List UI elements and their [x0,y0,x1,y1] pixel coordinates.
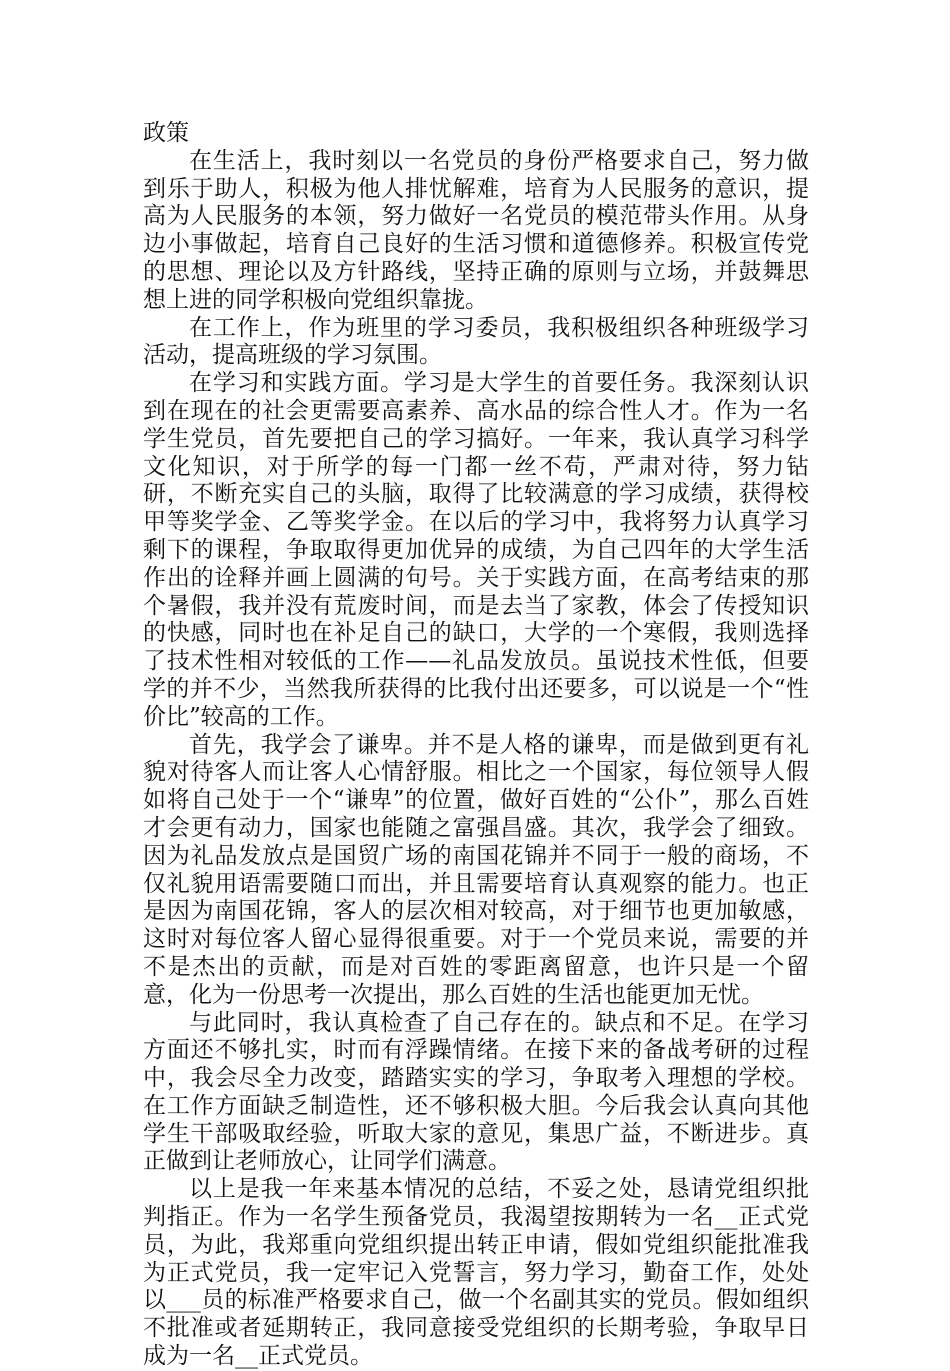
paragraph-conclusion: 以上是我一年来基本情况的总结，不妥之处，恳请党组织批判指正。作为一名学生预备党员，我渴望按期转为一名__正式党员，为此，我郑重向党组织提出转正申请，假如党组织能批准我为正式党员，我一定牢记入党誓言，努力学习，勤奋工作，处处以___员的标准严格要求自己，做一个名副其实的党员。假如组织不批准或者延期转正，我同意接受党组织的长期考验，争取早日成为一名__正式党员。 [143,1176,809,1370]
paragraph-study-practice: 在学习和实践方面。学习是大学生的首要任务。我深刻认识到在现在的社会更需要高素养、高水品的综合性人才。作为一名学生党员，首先要把自己的学习搞好。一年来，我认真学习科学文化知识，对于所学的每一门都一丝不苟，严肃对待，努力钻研，不断充实自己的头脑，取得了比较满意的学习成绩，获得校甲等奖学金、乙等奖学金。在以后的学习中，我将努力认真学习剩下的课程，争取取得更加优异的成绩，为自己四年的大学生活作出的诠释并画上圆满的句号。关于实践方面，在高考结束的那个暑假，我并没有荒废时间，而是去当了家教，体会了传授知识的快感，同时也在补足自己的缺口，大学的一个寒假，我则选择了技术性相对较低的工作——礼品发放员。虽说技术性低，但要学的并不少，当然我所获得的比我付出还要多，可以说是一个“性价比”较高的工作。 [143,370,809,730]
paragraph-life: 在生活上，我时刻以一名党员的身份严格要求自己，努力做到乐于助人，积极为他人排忧解难，培育为人民服务的意识，提高为人民服务的本领，努力做好一名党员的模范带头作用。从身边小事做起，培育自己良好的生活习惯和道德修养。积极宣传党的思想、理论以及方针路线，坚持正确的原则与立场，并鼓舞思想上进的同学积极向党组织靠拢。 [143,147,809,313]
lead-line: 政策 [143,120,189,146]
paragraph-work: 在工作上，作为班里的学习委员，我积极组织各种班级学习活动，提高班级的学习氛围。 [143,314,809,369]
paragraph-humility: 首先，我学会了谦卑。并不是人格的谦卑，而是做到更有礼貌对待客人而让客人心情舒服。相比之一个国家，每位领导人假如将自己处于一个“谦卑”的位置，做好百姓的“公仆”，那么百姓才会更有动力，国家也能随之富强昌盛。其次，我学会了细致。因为礼品发放点是国贸广场的南国花锦并不同于一般的商场，不仅礼貌用语需要随口而出，并且需要培育认真观察的能力。也正是因为南国花锦，客人的层次相对较高，对于细节也更加敏感，这时对每位客人留心显得很重要。对于一个党员来说，需要的并不是杰出的贡献，而是对百姓的零距离留意，也许只是一个留意，化为一份思考一次提出，那么百姓的生活也能更加无忧。 [143,731,809,1008]
paragraph-shortcomings: 与此同时，我认真检查了自己存在的。缺点和不足。在学习方面还不够扎实，时而有浮躁情绪。在接下来的备战考研的过程中，我会尽全力改变，踏踏实实的学习，争取考入理想的学校。在工作方面缺乏制造性，还不够积极大胆。今后我会认真向其他学生干部吸取经验，听取大家的意见，集思广益，不断进步。真正做到让老师放心，让同学们满意。 [143,1009,809,1175]
document-page [143,120,809,1371]
